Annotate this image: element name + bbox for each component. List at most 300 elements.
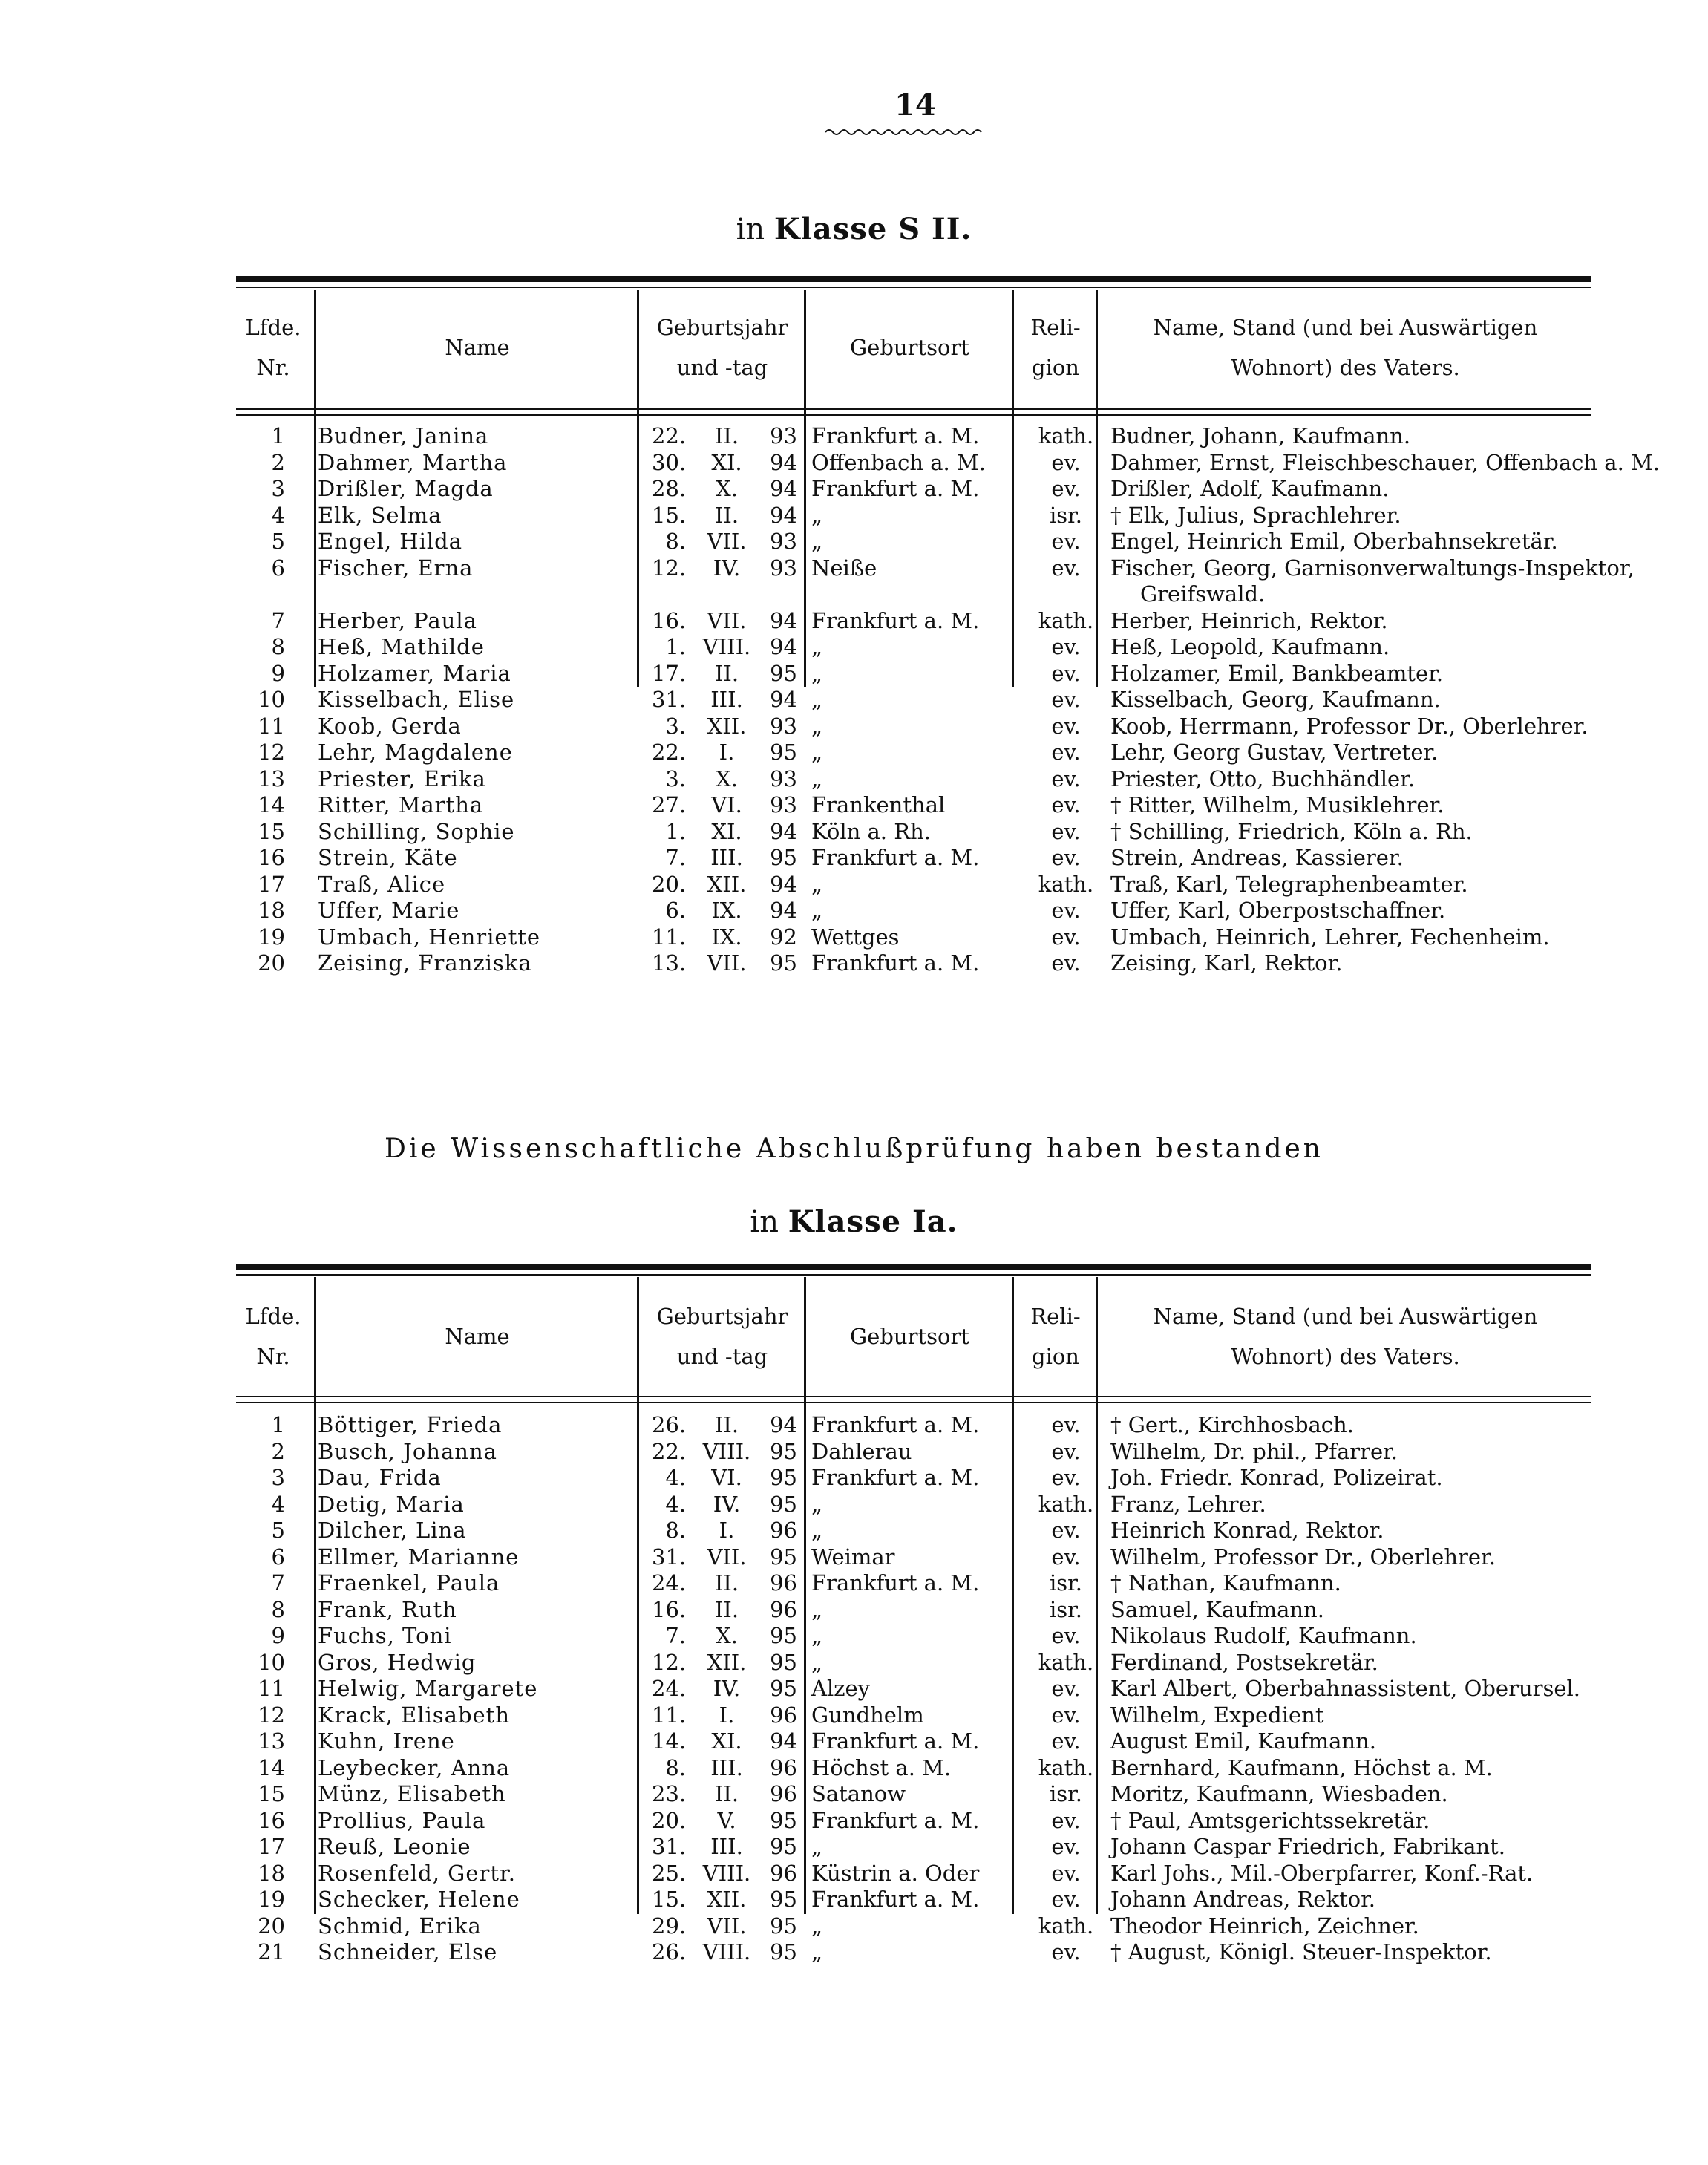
father-info: August Emil, Kaufmann. [1110, 1728, 1376, 1754]
religion: ev. [1051, 739, 1081, 765]
birth-day: 12. [652, 1649, 687, 1675]
header-geburtsjahr: Geburtsjahr und -tag [656, 1304, 788, 1369]
birth-day: 12. [652, 555, 687, 581]
student-name: Koob, Gerda [318, 713, 462, 739]
religion: ev. [1051, 898, 1081, 923]
birthplace: Köln a. Rh. [811, 818, 931, 844]
student-name: Elk, Selma [318, 502, 442, 528]
header-vater: Name, Stand (und bei Auswärtigen Wohnort) des Vaters. [1153, 315, 1538, 380]
table-row [236, 1544, 1591, 1570]
religion: ev. [1051, 1544, 1081, 1570]
student-name: Leybecker, Anna [318, 1754, 511, 1780]
birth-month: II. [714, 1781, 739, 1806]
birthplace: Satanow [811, 1781, 906, 1806]
birthplace: Frankfurt a. M. [811, 1412, 980, 1437]
birth-year: 93 [770, 529, 797, 554]
birth-day: 23. [652, 1781, 687, 1806]
birth-month: III. [710, 1834, 743, 1859]
row-number: 16 [258, 1807, 285, 1833]
birth-month: X. [716, 765, 738, 791]
row-number: 6 [271, 555, 285, 581]
religion: kath. [1038, 1491, 1094, 1517]
student-name: Schneider, Else [318, 1939, 498, 1965]
birth-month: X. [716, 476, 738, 501]
birthplace: Frankfurt a. M. [811, 1465, 980, 1490]
section1-heading: in Klasse S II. [736, 212, 972, 246]
student-name: Rosenfeld, Gertr. [318, 1860, 516, 1886]
birth-year: 95 [770, 1913, 797, 1939]
birth-month: VI. [711, 792, 742, 817]
table-row [236, 1755, 1591, 1781]
birth-year: 95 [770, 1491, 797, 1517]
table-row [236, 555, 1635, 581]
student-name: Krack, Elisabeth [318, 1702, 511, 1728]
table-row [236, 739, 1591, 765]
religion: ev. [1051, 687, 1081, 712]
birth-day: 26. [652, 1939, 687, 1965]
birth-day: 11. [652, 1702, 687, 1728]
father-info: Joh. Friedr. Konrad, Polizeirat. [1110, 1465, 1443, 1490]
birth-month: VIII. [702, 634, 751, 659]
religion: ev. [1051, 792, 1081, 817]
father-info: † Gert., Kirchhosbach. [1110, 1412, 1354, 1437]
table-row [236, 819, 1591, 845]
student-name: Budner, Janina [318, 423, 489, 448]
table-row [236, 1465, 1591, 1491]
birthplace: Gundhelm [811, 1702, 924, 1728]
birthplace: Frankfurt a. M. [811, 1728, 980, 1754]
birth-day: 15. [652, 502, 687, 528]
birthplace: Wettges [811, 924, 900, 950]
religion: ev. [1051, 1623, 1081, 1648]
father-info-continued: Greifswald. [1140, 581, 1266, 607]
row-number: 20 [258, 950, 285, 976]
birth-month: XII. [707, 1887, 747, 1912]
father-info: Dahmer, Ernst, Fleischbeschauer, Offenbach a. M. [1110, 449, 1660, 475]
student-name: Drißler, Magda [318, 476, 494, 501]
birth-day: 29. [652, 1913, 687, 1939]
birth-day: 1. [665, 634, 686, 659]
student-name: Frank, Ruth [318, 1596, 457, 1622]
student-name: Kuhn, Irene [318, 1728, 455, 1754]
table-row [236, 1676, 1591, 1702]
father-info: † Nathan, Kaufmann. [1110, 1570, 1341, 1596]
birth-year: 94 [770, 687, 797, 712]
birthplace: „ [811, 687, 823, 712]
religion: ev. [1051, 845, 1081, 870]
birthplace: „ [811, 1596, 823, 1622]
father-info: Drißler, Adolf, Kaufmann. [1110, 476, 1390, 501]
father-info: Holzamer, Emil, Bankbeamter. [1110, 660, 1444, 686]
birthplace: „ [811, 1834, 823, 1859]
header-geburtsjahr: Geburtsjahr und -tag [656, 315, 788, 380]
father-info: Strein, Andreas, Kassierer. [1110, 845, 1404, 870]
birth-month: IV. [713, 1491, 741, 1517]
birth-day: 31. [652, 1834, 687, 1859]
birth-year: 94 [770, 502, 797, 528]
birthplace: Frankfurt a. M. [811, 1887, 980, 1912]
birth-month: XI. [711, 818, 742, 844]
religion: ev. [1051, 476, 1081, 501]
birthplace: Frankfurt a. M. [811, 607, 980, 633]
religion: ev. [1051, 449, 1081, 475]
birth-month: II. [714, 502, 739, 528]
birth-month: VII. [707, 607, 747, 633]
birthplace: „ [811, 765, 823, 791]
birth-day: 11. [652, 924, 687, 950]
birth-month: II. [714, 1570, 739, 1596]
father-info: Fischer, Georg, Garnisonverwaltungs-Inspektor, [1110, 555, 1635, 581]
table-row [236, 1834, 1591, 1860]
birthplace: Neiße [811, 555, 877, 581]
student-name: Holzamer, Maria [318, 660, 511, 686]
student-name: Böttiger, Frieda [318, 1412, 503, 1437]
row-number: 5 [271, 1518, 285, 1543]
birthplace: „ [811, 1623, 823, 1648]
birth-month: II. [714, 1596, 739, 1622]
table-row [236, 529, 1591, 555]
row-number: 21 [258, 1939, 285, 1965]
student-name: Zeising, Franziska [318, 950, 532, 976]
student-name: Schecker, Helene [318, 1887, 520, 1912]
student-name: Gros, Hedwig [318, 1649, 477, 1675]
birth-month: V. [717, 1807, 736, 1833]
father-info: Bernhard, Kaufmann, Höchst a. M. [1110, 1754, 1493, 1780]
birth-day: 27. [652, 792, 687, 817]
table-row [236, 1781, 1591, 1807]
row-number: 12 [258, 739, 285, 765]
birth-month: I. [719, 1702, 735, 1728]
row-number: 15 [258, 818, 285, 844]
birth-day: 14. [652, 1728, 687, 1754]
birth-day: 15. [652, 1887, 687, 1912]
row-number: 3 [271, 1465, 285, 1490]
row-number: 10 [258, 687, 285, 712]
table-row [236, 608, 1591, 634]
row-number: 8 [271, 1596, 285, 1622]
father-info: Wilhelm, Dr. phil., Pfarrer. [1110, 1438, 1398, 1464]
birth-year: 95 [770, 1649, 797, 1675]
table-klasse-s2 [236, 276, 1660, 1011]
table-row [236, 872, 1591, 898]
birth-year: 95 [770, 950, 797, 976]
row-number: 19 [258, 924, 285, 950]
birth-year: 93 [770, 713, 797, 739]
birth-year: 94 [770, 1728, 797, 1754]
birth-year: 93 [770, 555, 797, 581]
table-row [236, 1570, 1591, 1596]
student-name: Dilcher, Lina [318, 1518, 467, 1543]
father-info: Engel, Heinrich Emil, Oberbahnsekretär. [1110, 529, 1558, 554]
father-info: Umbach, Heinrich, Lehrer, Fechenheim. [1110, 924, 1550, 950]
religion: ev. [1051, 1518, 1081, 1543]
father-info: Johann Caspar Friedrich, Fabrikant. [1110, 1834, 1505, 1859]
birthplace: „ [811, 502, 823, 528]
birth-day: 26. [652, 1412, 687, 1437]
birth-month: VII. [707, 529, 747, 554]
student-name: Kisselbach, Elise [318, 687, 515, 712]
birth-day: 24. [652, 1676, 687, 1701]
table-row [236, 634, 1591, 660]
birth-month: VIII. [702, 1438, 751, 1464]
row-number: 2 [271, 1438, 285, 1464]
row-number: 4 [271, 1491, 285, 1517]
father-info: † Ritter, Wilhelm, Musiklehrer. [1110, 792, 1444, 817]
birth-month: III. [710, 845, 743, 870]
student-name: Fraenkel, Paula [318, 1570, 500, 1596]
birth-year: 95 [770, 1676, 797, 1701]
header-nr: Lfde. Nr. [245, 1304, 301, 1369]
birth-month: X. [716, 1623, 738, 1648]
birth-year: 95 [770, 1939, 797, 1965]
birth-month: XII. [707, 1649, 747, 1675]
birth-year: 96 [770, 1860, 797, 1886]
birth-month: IX. [711, 924, 742, 950]
birth-year: 96 [770, 1781, 797, 1806]
birthplace: Offenbach a. M. [811, 449, 986, 475]
table-row [236, 1913, 1591, 1939]
row-number: 15 [258, 1781, 285, 1806]
birth-month: IX. [711, 898, 742, 923]
religion: ev. [1051, 660, 1081, 686]
birth-year: 95 [770, 1807, 797, 1833]
student-name: Umbach, Henriette [318, 924, 541, 950]
row-number: 10 [258, 1649, 285, 1675]
birthplace: „ [811, 634, 823, 659]
student-name: Schilling, Sophie [318, 818, 515, 844]
birth-month: I. [719, 739, 735, 765]
student-name: Ellmer, Marianne [318, 1544, 520, 1570]
section2-heading: in Klasse Ia. [750, 1204, 958, 1239]
birthplace: „ [811, 871, 823, 897]
religion: ev. [1051, 924, 1081, 950]
table-row [236, 1412, 1591, 1438]
birth-day: 28. [652, 476, 687, 501]
birth-month: III. [710, 687, 743, 712]
table-row [236, 1439, 1591, 1465]
student-name: Busch, Johanna [318, 1438, 497, 1464]
student-name: Traß, Alice [318, 871, 446, 897]
birth-day: 31. [652, 687, 687, 712]
religion: kath. [1038, 423, 1094, 448]
birth-day: 22. [652, 739, 687, 765]
birth-year: 96 [770, 1570, 797, 1596]
father-info: Herber, Heinrich, Rektor. [1110, 607, 1388, 633]
student-name: Münz, Elisabeth [318, 1781, 506, 1806]
birth-day: 17. [652, 660, 687, 686]
birth-month: I. [719, 1518, 735, 1543]
row-number: 7 [271, 1570, 285, 1596]
religion: ev. [1051, 1887, 1081, 1912]
father-info: Moritz, Kaufmann, Wiesbaden. [1110, 1781, 1448, 1806]
birth-year: 96 [770, 1596, 797, 1622]
birthplace: Frankfurt a. M. [811, 950, 980, 976]
student-name: Reuß, Leonie [318, 1834, 471, 1859]
table-row [236, 1808, 1591, 1834]
table-row [236, 792, 1591, 818]
birthplace: Frankenthal [811, 792, 946, 817]
student-name: Priester, Erika [318, 765, 486, 791]
birthplace: Frankfurt a. M. [811, 1807, 980, 1833]
father-info: † August, Königl. Steuer-Inspektor. [1110, 1939, 1492, 1965]
father-info: Samuel, Kaufmann. [1110, 1596, 1324, 1622]
birth-month: VI. [711, 1465, 742, 1490]
religion: kath. [1038, 1754, 1094, 1780]
birth-day: 3. [665, 765, 686, 791]
header-geburtsort: Geburtsort [850, 1324, 969, 1349]
birth-month: II. [714, 1412, 739, 1437]
birth-year: 94 [770, 449, 797, 475]
student-name: Lehr, Magdalene [318, 739, 513, 765]
row-number: 18 [258, 898, 285, 923]
father-info: † Paul, Amtsgerichtssekretär. [1110, 1807, 1430, 1833]
row-number: 20 [258, 1913, 285, 1939]
birth-year: 94 [770, 871, 797, 897]
birth-day: 8. [665, 529, 686, 554]
birthplace: Frankfurt a. M. [811, 1570, 980, 1596]
table-row [236, 1597, 1591, 1623]
birthplace: Frankfurt a. M. [811, 423, 980, 448]
father-info: Uffer, Karl, Oberpostschaffner. [1110, 898, 1446, 923]
religion: ev. [1051, 713, 1081, 739]
table-row [236, 661, 1591, 687]
religion: ev. [1051, 529, 1081, 554]
birthplace: Weimar [811, 1544, 895, 1570]
religion: kath. [1038, 1913, 1094, 1939]
table-row [236, 449, 1660, 476]
header-name: Name [445, 1324, 510, 1349]
table-row [236, 950, 1591, 976]
row-number: 9 [271, 1623, 285, 1648]
birth-year: 96 [770, 1702, 797, 1728]
student-name: Herber, Paula [318, 607, 477, 633]
header-vater: Name, Stand (und bei Auswärtigen Wohnort) des Vaters. [1153, 1304, 1538, 1369]
religion: ev. [1051, 765, 1081, 791]
birth-year: 95 [770, 845, 797, 870]
birth-year: 95 [770, 1887, 797, 1912]
table-row [236, 1492, 1591, 1518]
father-info: Wilhelm, Professor Dr., Oberlehrer. [1110, 1544, 1496, 1570]
birthplace: „ [811, 1649, 823, 1675]
row-number: 2 [271, 449, 285, 475]
header-religion: Reli- gion [1030, 315, 1081, 380]
birth-day: 8. [665, 1518, 686, 1543]
row-number: 11 [258, 1676, 285, 1701]
religion: ev. [1051, 1412, 1081, 1437]
table-row [236, 713, 1591, 739]
student-name: Ritter, Martha [318, 792, 484, 817]
birth-month: II. [714, 423, 739, 448]
student-name: Prollius, Paula [318, 1807, 486, 1833]
birthplace: Dahlerau [811, 1438, 912, 1464]
birth-day: 20. [652, 1807, 687, 1833]
father-info: Karl Albert, Oberbahnassistent, Oberursel. [1110, 1676, 1581, 1701]
birth-year: 92 [770, 924, 797, 950]
religion: ev. [1051, 1728, 1081, 1754]
birth-month: VII. [707, 1544, 747, 1570]
birthplace: „ [811, 1939, 823, 1965]
row-number: 3 [271, 476, 285, 501]
row-number: 1 [271, 1412, 285, 1437]
father-info: † Elk, Julius, Sprachlehrer. [1110, 502, 1401, 528]
birth-year: 96 [770, 1754, 797, 1780]
birth-month: XII. [707, 713, 747, 739]
table-row [236, 1728, 1591, 1754]
table-row [236, 503, 1591, 529]
religion: isr. [1049, 502, 1083, 528]
row-number: 14 [258, 1754, 285, 1780]
birth-year: 94 [770, 818, 797, 844]
row-number: 13 [258, 1728, 285, 1754]
father-info: Priester, Otto, Buchhändler. [1110, 765, 1416, 791]
row-number: 16 [258, 845, 285, 870]
birth-year: 94 [770, 898, 797, 923]
exam-subtitle: Die Wissenschaftliche Abschlußprüfung haben bestanden [385, 1134, 1323, 1164]
table-row [236, 1861, 1591, 1887]
birth-year: 95 [770, 1544, 797, 1570]
father-info: Wilhelm, Expedient [1110, 1702, 1324, 1728]
father-info: Ferdinand, Postsekretär. [1110, 1649, 1378, 1675]
birth-day: 8. [665, 1754, 686, 1780]
student-name: Schmid, Erika [318, 1913, 482, 1939]
student-name: Detig, Maria [318, 1491, 465, 1517]
table-row [236, 924, 1591, 950]
table-row-continuation [236, 581, 1591, 607]
row-number: 4 [271, 502, 285, 528]
student-name: Engel, Hilda [318, 529, 462, 554]
religion: isr. [1049, 1781, 1083, 1806]
father-info: Budner, Johann, Kaufmann. [1110, 423, 1411, 448]
table-row [236, 1887, 1591, 1913]
birth-year: 94 [770, 607, 797, 633]
birth-month: VIII. [702, 1939, 751, 1965]
birth-day: 20. [652, 871, 687, 897]
religion: ev. [1051, 1465, 1081, 1490]
header-nr: Lfde. Nr. [245, 315, 301, 380]
birth-month: XII. [707, 871, 747, 897]
religion: ev. [1051, 1676, 1081, 1701]
birth-day: 1. [665, 818, 686, 844]
birth-day: 7. [665, 1623, 686, 1648]
row-number: 8 [271, 634, 285, 659]
student-name: Strein, Käte [318, 845, 458, 870]
row-number: 18 [258, 1860, 285, 1886]
birthplace: „ [811, 898, 823, 923]
father-info: Lehr, Georg Gustav, Vertreter. [1110, 739, 1439, 765]
birthplace: Frankfurt a. M. [811, 845, 980, 870]
birth-day: 4. [665, 1465, 686, 1490]
header-religion: Reli- gion [1030, 1304, 1081, 1369]
religion: kath. [1038, 871, 1094, 897]
birthplace: Höchst a. M. [811, 1754, 952, 1780]
birth-month: XI. [711, 449, 742, 475]
birth-year: 94 [770, 476, 797, 501]
header-name: Name [445, 335, 510, 360]
religion: ev. [1051, 818, 1081, 844]
row-number: 9 [271, 660, 285, 686]
religion: ev. [1051, 634, 1081, 659]
birth-year: 95 [770, 739, 797, 765]
birth-day: 16. [652, 1596, 687, 1622]
table-row [236, 1518, 1591, 1544]
table-row [236, 845, 1591, 871]
religion: ev. [1051, 1807, 1081, 1833]
birthplace: „ [811, 1518, 823, 1543]
birth-year: 95 [770, 660, 797, 686]
father-info: Heß, Leopold, Kaufmann. [1110, 634, 1390, 659]
birth-day: 22. [652, 423, 687, 448]
birth-year: 93 [770, 792, 797, 817]
